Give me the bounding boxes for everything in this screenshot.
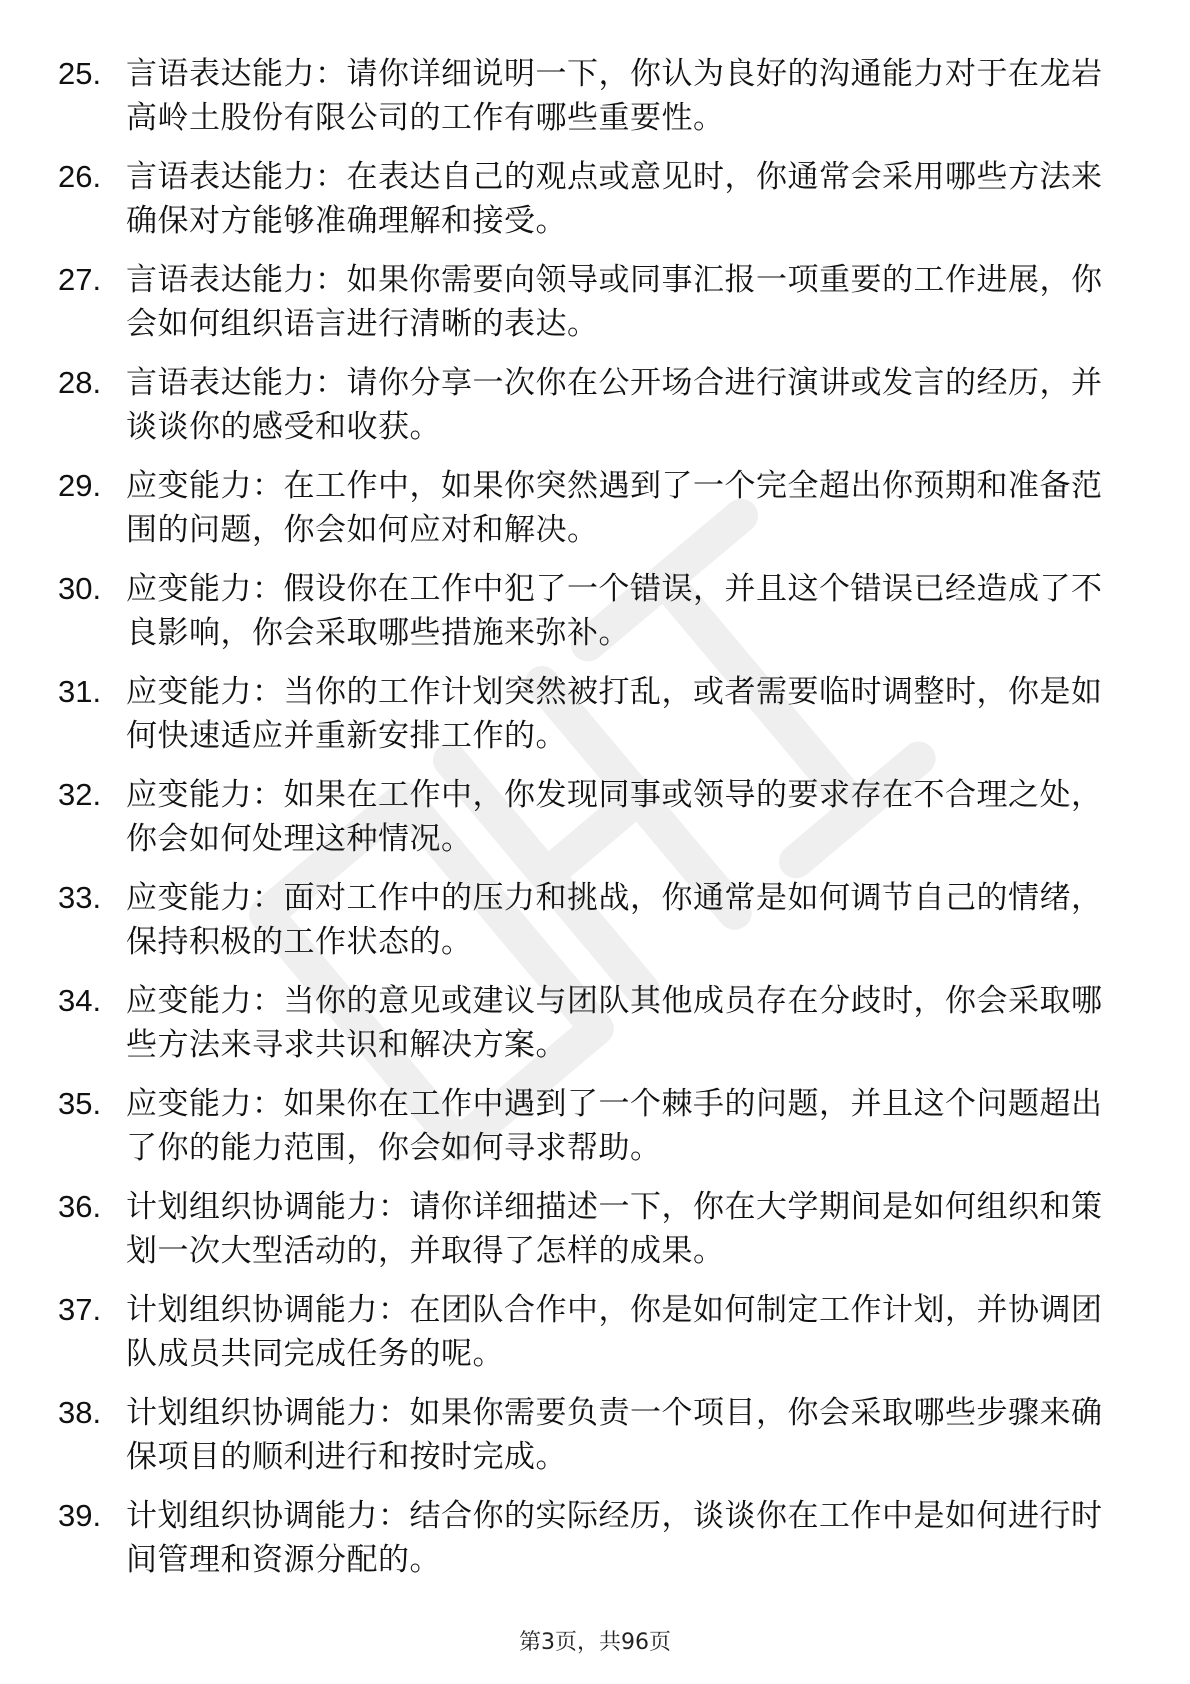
question-item (58, 361, 1118, 464)
question-item (58, 464, 1118, 567)
page-footer (0, 1630, 1190, 1656)
question-text: 应变能力：如果在工作中，你发现同事或领导的要求存在不合理之处，你会如何处理这种情况。 (126, 777, 1103, 857)
question-number: 32. (58, 777, 102, 812)
question-item (58, 258, 1118, 361)
question-text: 应变能力：假设你在工作中犯了一个错误，并且这个错误已经造成了不良影响，你会采取哪些措施来弥补。 (126, 571, 1103, 651)
question-number: 33. (58, 880, 102, 915)
question-text: 计划组织协调能力：如果你需要负责一个项目，你会采取哪些步骤来确保项目的顺利进行和按时完成。 (126, 1395, 1103, 1475)
page-number-label: 第3页，共96页 (519, 1630, 671, 1655)
question-text: 应变能力：当你的工作计划突然被打乱，或者需要临时调整时，你是如何快速适应并重新安排工作的。 (126, 674, 1103, 754)
question-item (58, 52, 1118, 155)
question-text: 计划组织协调能力：请你详细描述一下，你在大学期间是如何组织和策划一次大型活动的，并取得了怎样的成果。 (126, 1189, 1103, 1269)
question-item (58, 876, 1118, 979)
question-number: 30. (58, 571, 102, 606)
question-text: 应变能力：如果你在工作中遇到了一个棘手的问题，并且这个问题超出了你的能力范围，你会如何寻求帮助。 (126, 1086, 1103, 1166)
question-list (58, 52, 1118, 1597)
question-number: 38. (58, 1395, 102, 1430)
question-item (58, 1288, 1118, 1391)
question-number: 28. (58, 365, 102, 400)
question-text: 计划组织协调能力：在团队合作中，你是如何制定工作计划，并协调团队成员共同完成任务的呢。 (126, 1292, 1103, 1372)
question-number: 37. (58, 1292, 102, 1327)
question-number: 35. (58, 1086, 102, 1121)
question-text: 应变能力：面对工作中的压力和挑战，你通常是如何调节自己的情绪，保持积极的工作状态的。 (126, 880, 1103, 960)
question-text: 应变能力：当你的意见或建议与团队其他成员存在分歧时，你会采取哪些方法来寻求共识和解决方案。 (126, 983, 1103, 1063)
question-number: 34. (58, 983, 102, 1018)
question-number: 27. (58, 262, 102, 297)
question-number: 26. (58, 159, 102, 194)
question-item (58, 1185, 1118, 1288)
question-text: 言语表达能力：在表达自己的观点或意见时，你通常会采用哪些方法来确保对方能够准确理解和接受。 (126, 159, 1103, 239)
question-item (58, 1494, 1118, 1597)
question-item (58, 155, 1118, 258)
question-item (58, 1391, 1118, 1494)
question-text: 应变能力：在工作中，如果你突然遇到了一个完全超出你预期和准备范围的问题，你会如何应对和解决。 (126, 468, 1103, 548)
question-text: 计划组织协调能力：结合你的实际经历，谈谈你在工作中是如何进行时间管理和资源分配的。 (126, 1498, 1103, 1578)
question-item (58, 979, 1118, 1082)
question-item (58, 670, 1118, 773)
question-number: 31. (58, 674, 102, 709)
question-number: 36. (58, 1189, 102, 1224)
question-number: 39. (58, 1498, 102, 1533)
question-number: 25. (58, 56, 102, 91)
question-number: 29. (58, 468, 102, 503)
question-text: 言语表达能力：请你详细说明一下，你认为良好的沟通能力对于在龙岩高岭土股份有限公司的工作有哪些重要性。 (126, 56, 1103, 136)
question-item (58, 1082, 1118, 1185)
question-item (58, 773, 1118, 876)
question-item (58, 567, 1118, 670)
question-text: 言语表达能力：请你分享一次你在公开场合进行演讲或发言的经历，并谈谈你的感受和收获。 (126, 365, 1103, 445)
question-text: 言语表达能力：如果你需要向领导或同事汇报一项重要的工作进展，你会如何组织语言进行清晰的表达。 (126, 262, 1103, 342)
